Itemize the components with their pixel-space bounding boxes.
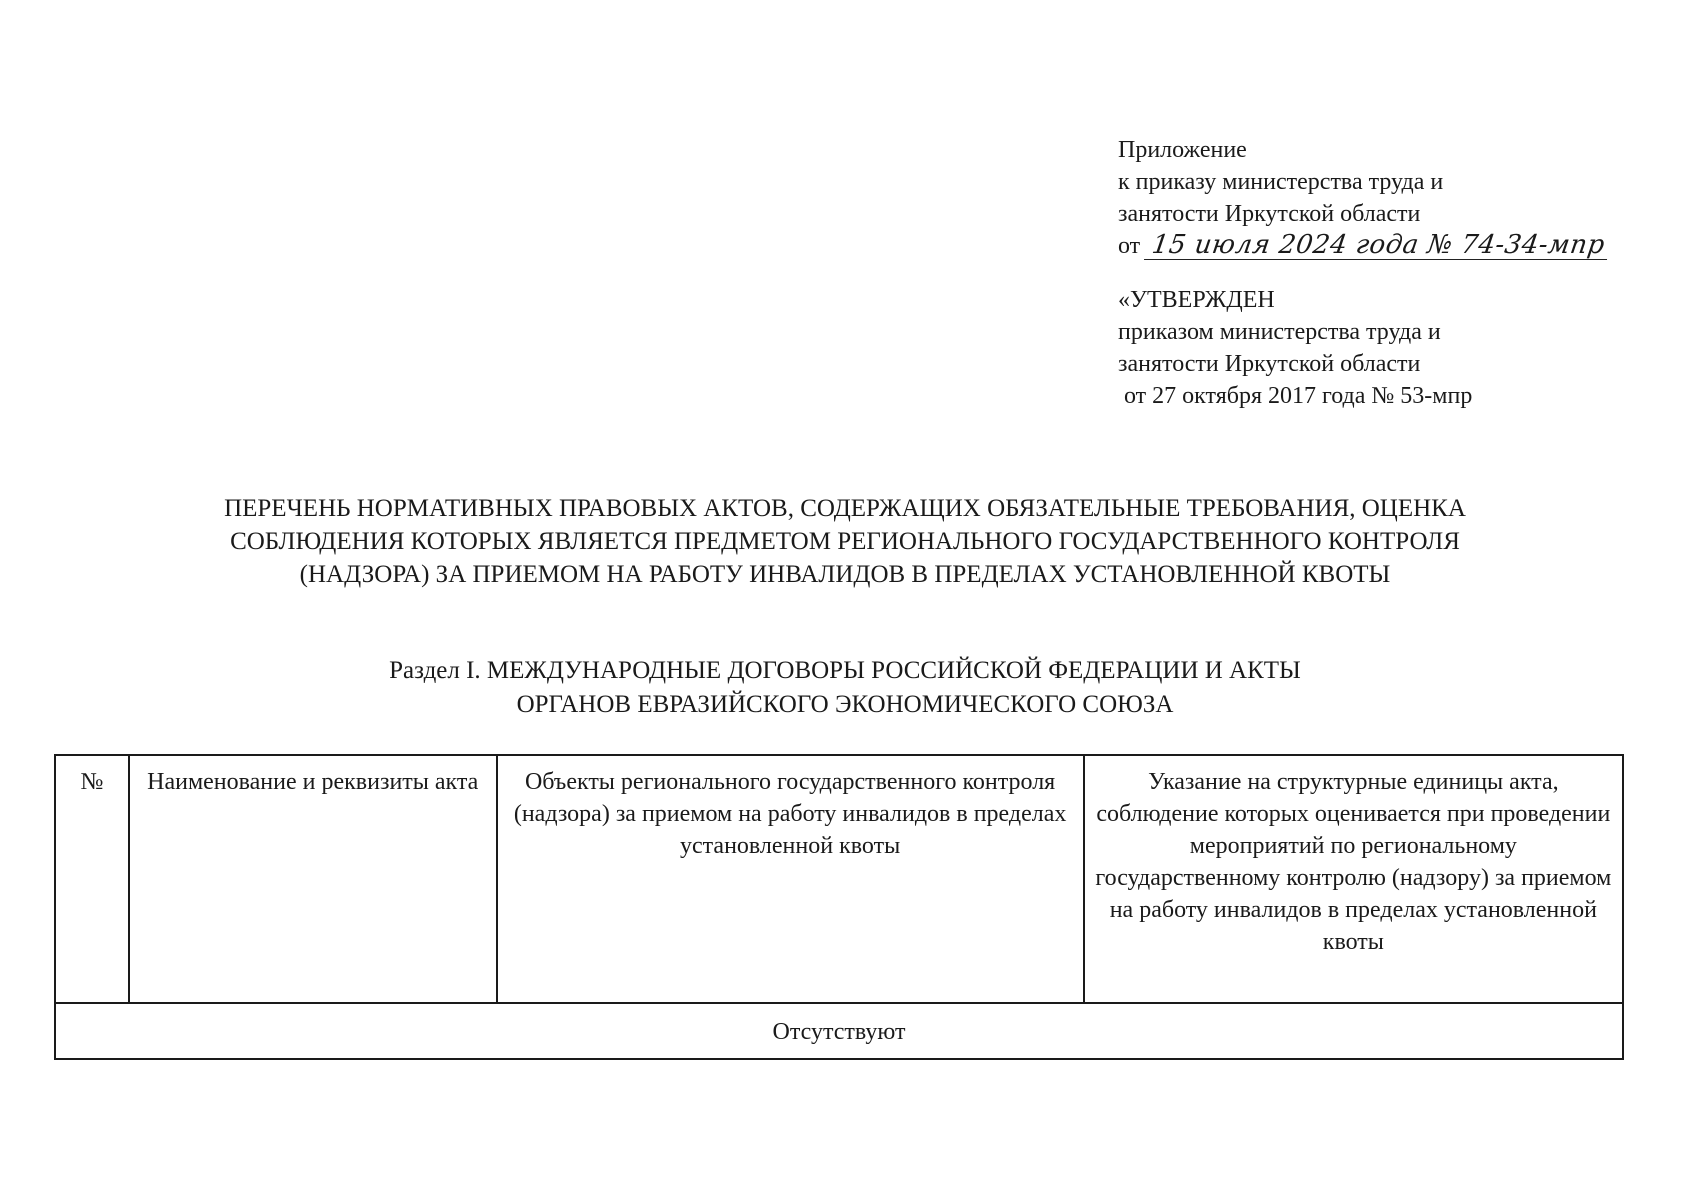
header-act-name: Наименование и реквизиты акта (129, 755, 497, 1003)
document-title-line-2: СОБЛЮДЕНИЯ КОТОРЫХ ЯВЛЯЕТСЯ ПРЕДМЕТОМ РЕГИОНАЛЬНОГО ГОСУДАРСТВЕННОГО КОНТРОЛЯ (230, 528, 1460, 555)
acts-table (54, 754, 1624, 1060)
header-number: № (55, 755, 129, 1003)
header-structural-units: Указание на структурные единицы акта, соблюдение которых оценивается при проведении мероприятий по региональному государственному контролю (надзору) за приемом на работу инвалидов в пределах установленной квоты (1084, 755, 1623, 1003)
handwritten-date: 15 июля 2024 года № 74-34-мпр (1144, 231, 1611, 260)
approved-label: «УТВЕРЖДЕН (1118, 287, 1275, 313)
document-title-line-3: (НАДЗОРА) ЗА ПРИЕМОМ НА РАБОТУ ИНВАЛИДОВ В ПРЕДЕЛАХ УСТАНОВЛЕННОЙ КВОТЫ (299, 561, 1391, 588)
annex-ministry: занятости Иркутской области (1118, 201, 1421, 227)
annex-block (1118, 134, 1609, 412)
annex-date-prefix: от (1118, 233, 1141, 259)
table-header-row (55, 755, 1623, 1003)
document-title-line-1: ПЕРЕЧЕНЬ НОРМАТИВНЫХ ПРАВОВЫХ АКТОВ, СОДЕРЖАЩИХ ОБЯЗАТЕЛЬНЫЕ ТРЕБОВАНИЯ, ОЦЕНКА (224, 495, 1466, 522)
section-title-line-2: ОРГАНОВ ЕВРАЗИЙСКОГО ЭКОНОМИЧЕСКОГО СОЮЗА (516, 691, 1174, 718)
table-row (55, 1003, 1623, 1059)
annex-order-ref: к приказу министерства труда и (1118, 169, 1444, 195)
annex-label: Приложение (1118, 137, 1247, 163)
header-control-objects: Объекты регионального государственного контроля (надзора) за приемом на работу инвалидов в пределах установленной квоты (497, 755, 1084, 1003)
approved-date: от 27 октября 2017 года № 53-мпр (1124, 383, 1473, 409)
document-title (90, 492, 1600, 591)
section-title (90, 654, 1600, 722)
empty-row-text: Отсутствуют (55, 1003, 1623, 1059)
approved-ministry: занятости Иркутской области (1118, 351, 1421, 377)
annex-date-line (1118, 230, 1609, 262)
approved-order-ref: приказом министерства труда и (1118, 319, 1441, 345)
section-title-line-1: Раздел I. МЕЖДУНАРОДНЫЕ ДОГОВОРЫ РОССИЙСКОЙ ФЕДЕРАЦИИ И АКТЫ (389, 657, 1301, 684)
